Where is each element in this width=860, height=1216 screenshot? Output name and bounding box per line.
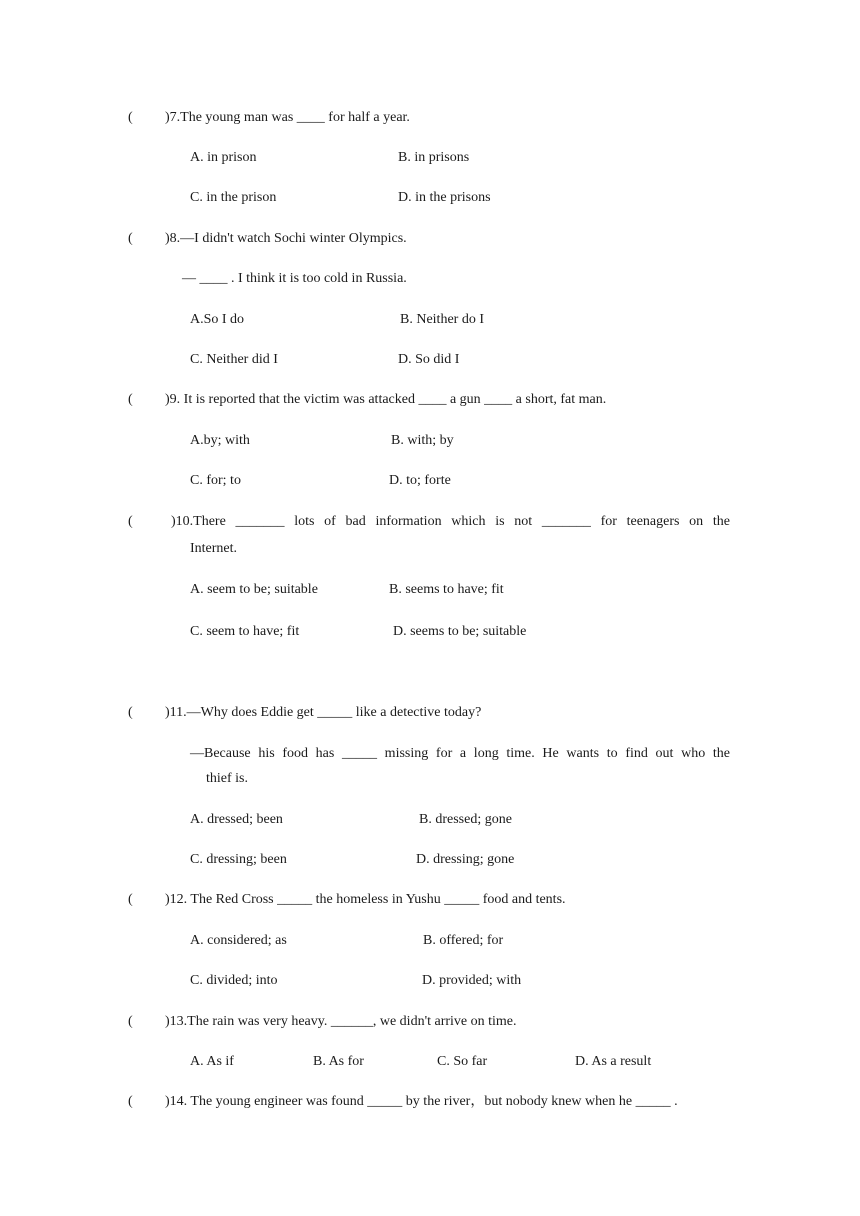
question-stem-continued: Internet.	[190, 541, 238, 556]
question-stem: )14. The young engineer was found _____ by the river，but nobody knew when he _____ .	[165, 1094, 678, 1109]
option-a: A. As if	[190, 1054, 234, 1069]
option-d: D. to; forte	[389, 473, 451, 488]
option-a: A.by; with	[190, 433, 250, 448]
option-d: D. seems to be; suitable	[393, 624, 527, 639]
option-d: D. dressing; gone	[416, 852, 515, 867]
option-a: A. in prison	[190, 150, 257, 165]
question-paren: (	[128, 110, 133, 125]
option-b: B. Neither do I	[400, 312, 484, 327]
option-b: B. offered; for	[423, 933, 504, 948]
question-stem: )9. It is reported that the victim was attacked ____ a gun ____ a short, fat man.	[165, 392, 607, 407]
question-stem: )7.The young man was ____ for half a year.	[165, 110, 410, 125]
question-reply: —Because his food has _____ missing for a long time. He wants to find out who the	[190, 746, 730, 761]
option-c: C. seem to have; fit	[190, 624, 300, 639]
question-paren: (	[128, 892, 133, 907]
question-paren: (	[128, 1014, 133, 1029]
option-c: C. divided; into	[190, 973, 278, 988]
question-stem: )11.—Why does Eddie get _____ like a detective today?	[165, 705, 482, 720]
option-a: A. dressed; been	[190, 812, 283, 827]
option-c: C. for; to	[190, 473, 241, 488]
option-d: D. As a result	[575, 1054, 652, 1069]
option-c: C. in the prison	[190, 190, 277, 205]
question-stem: )10.There _______ lots of bad information which is not _______ for teenagers on the	[171, 514, 730, 529]
option-c: C. Neither did I	[190, 352, 278, 367]
option-d: D. in the prisons	[398, 190, 491, 205]
option-d: D. So did I	[398, 352, 460, 367]
question-reply: — ____ . I think it is too cold in Russia.	[182, 271, 407, 286]
question-stem: )13.The rain was very heavy. ______, we didn't arrive on time.	[165, 1014, 517, 1029]
question-paren: (	[128, 231, 133, 246]
option-b: B. As for	[313, 1054, 364, 1069]
option-c: C. dressing; been	[190, 852, 287, 867]
option-a: A.So I do	[190, 312, 245, 327]
option-a: A. considered; as	[190, 933, 287, 948]
question-stem: )12. The Red Cross _____ the homeless in Yushu _____ food and tents.	[165, 892, 566, 907]
question-paren: (	[128, 705, 133, 720]
option-b: B. dressed; gone	[419, 812, 512, 827]
question-reply-continued: thief is.	[206, 771, 248, 786]
question-paren: (	[128, 392, 133, 407]
option-b: B. with; by	[391, 433, 454, 448]
option-c: C. So far	[437, 1054, 488, 1069]
option-b: B. in prisons	[398, 150, 470, 165]
question-paren: (	[128, 1094, 133, 1109]
option-b: B. seems to have; fit	[389, 582, 504, 597]
option-d: D. provided; with	[422, 973, 522, 988]
question-stem: )8.—I didn't watch Sochi winter Olympics.	[165, 231, 407, 246]
option-a: A. seem to be; suitable	[190, 582, 318, 597]
question-paren: (	[128, 514, 133, 529]
